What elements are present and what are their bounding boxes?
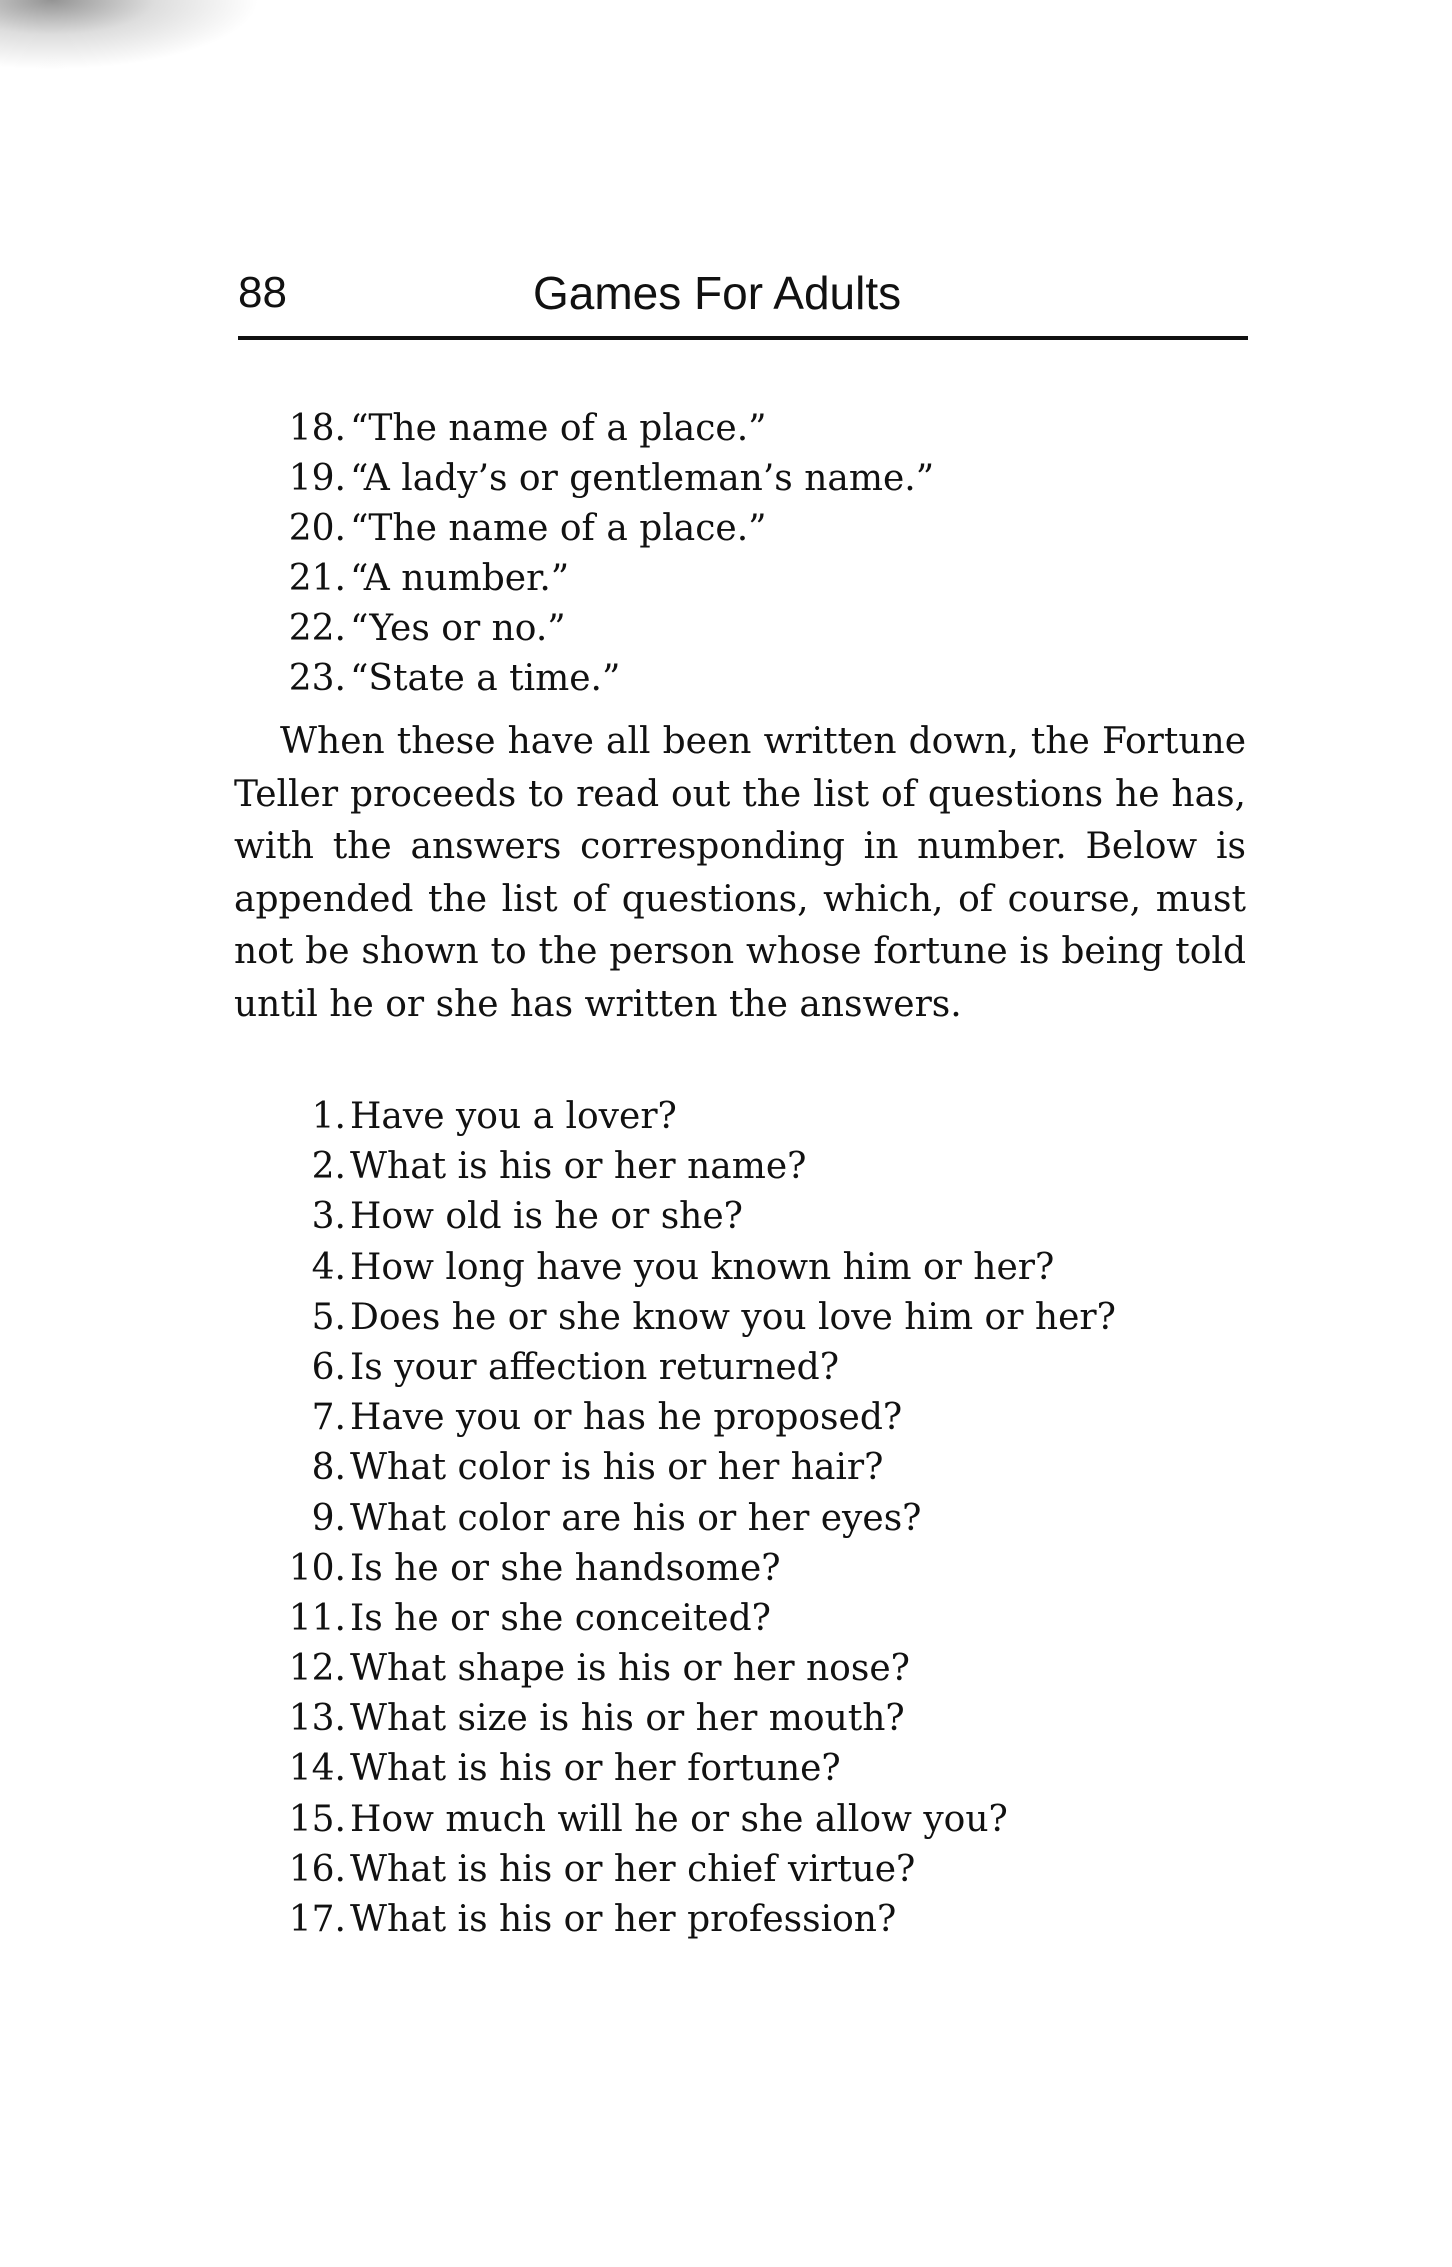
list-item bbox=[238, 504, 1248, 554]
list-item bbox=[238, 654, 1248, 704]
list-item bbox=[238, 1845, 1248, 1895]
list-item bbox=[238, 554, 1248, 604]
item-number: 20. bbox=[288, 508, 346, 549]
list-item bbox=[238, 1494, 1248, 1544]
item-number: 11. bbox=[288, 1597, 346, 1639]
item-number: 12. bbox=[288, 1648, 346, 1690]
item-text: “A lady’s or gentleman’s name.” bbox=[350, 458, 935, 499]
list-item bbox=[238, 1142, 1248, 1192]
item-text: What color is his or her hair? bbox=[350, 1447, 884, 1489]
item-text: How old is he or she? bbox=[350, 1196, 743, 1238]
item-number: 22. bbox=[288, 608, 346, 649]
item-text: What shape is his or her nose? bbox=[350, 1648, 910, 1690]
item-number: 9. bbox=[311, 1497, 346, 1539]
running-title: Games For Adults bbox=[533, 267, 902, 319]
item-number: 3. bbox=[311, 1196, 346, 1238]
item-number: 7. bbox=[311, 1397, 346, 1439]
list-item bbox=[238, 1343, 1248, 1393]
item-text: “The name of a place.” bbox=[350, 408, 767, 449]
item-number: 23. bbox=[288, 658, 346, 699]
item-number: 6. bbox=[311, 1346, 346, 1388]
item-number: 2. bbox=[311, 1146, 346, 1188]
list-item bbox=[238, 1393, 1248, 1443]
list-item bbox=[238, 1744, 1248, 1794]
page-number: 88 bbox=[238, 268, 287, 317]
item-number: 16. bbox=[288, 1848, 346, 1890]
list-item bbox=[238, 454, 1248, 504]
list-item bbox=[238, 1795, 1248, 1845]
list-item bbox=[238, 604, 1248, 654]
list-item bbox=[238, 1293, 1248, 1343]
list-item bbox=[238, 1594, 1248, 1644]
item-text: “A number.” bbox=[350, 558, 570, 599]
questions-list bbox=[238, 1092, 1248, 1945]
item-number: 5. bbox=[311, 1296, 346, 1338]
item-number: 8. bbox=[311, 1447, 346, 1489]
list-item bbox=[238, 1243, 1248, 1293]
list-item bbox=[238, 1443, 1248, 1493]
item-text: “Yes or no.” bbox=[350, 608, 566, 649]
item-text: What is his or her name? bbox=[350, 1146, 807, 1188]
item-text: “State a time.” bbox=[350, 658, 621, 699]
list-item bbox=[238, 1895, 1248, 1945]
item-text: How long have you known him or her? bbox=[350, 1246, 1055, 1288]
item-text: What color are his or her eyes? bbox=[350, 1497, 922, 1539]
item-number: 17. bbox=[288, 1899, 346, 1940]
answers-list bbox=[238, 404, 1248, 704]
item-text: What is his or her profession? bbox=[350, 1899, 897, 1940]
item-text: “The name of a place.” bbox=[350, 508, 767, 549]
item-text: Have you or has he proposed? bbox=[350, 1397, 903, 1439]
page-header bbox=[238, 262, 1248, 324]
item-number: 15. bbox=[288, 1798, 346, 1840]
item-text: Is he or she conceited? bbox=[350, 1597, 771, 1639]
header-rule bbox=[238, 336, 1248, 340]
item-text: Is your affection returned? bbox=[350, 1346, 839, 1388]
list-item bbox=[238, 1192, 1248, 1242]
item-number: 4. bbox=[311, 1246, 346, 1288]
item-text: How much will he or she allow you? bbox=[350, 1798, 1008, 1840]
list-item bbox=[238, 1544, 1248, 1594]
list-item bbox=[238, 1092, 1248, 1142]
item-text: Have you a lover? bbox=[350, 1096, 677, 1137]
item-number: 13. bbox=[288, 1698, 346, 1740]
item-number: 10. bbox=[288, 1547, 346, 1589]
item-number: 18. bbox=[288, 408, 346, 449]
list-item bbox=[238, 1644, 1248, 1694]
item-text: Is he or she handsome? bbox=[350, 1547, 781, 1589]
item-number: 21. bbox=[288, 558, 346, 599]
item-number: 19. bbox=[288, 458, 346, 499]
item-text: What is his or her chief virtue? bbox=[350, 1848, 916, 1890]
body-paragraph: When these have all been written down, the Fortune Teller proceeds to read out the list of questions he has, with the answers corresponding in number. Below is appended the list of questions, which, of course, must not be shown to the person whose fortune is being told until he or she has written the answers. bbox=[234, 721, 1246, 1025]
item-text: What is his or her fortune? bbox=[350, 1748, 841, 1790]
list-item bbox=[238, 404, 1248, 454]
list-item bbox=[238, 1694, 1248, 1744]
item-number: 14. bbox=[288, 1748, 346, 1790]
item-number: 1. bbox=[311, 1096, 346, 1137]
item-text: Does he or she know you love him or her? bbox=[350, 1296, 1116, 1338]
scan-smudge bbox=[0, 0, 260, 70]
item-text: What size is his or her mouth? bbox=[350, 1698, 905, 1740]
